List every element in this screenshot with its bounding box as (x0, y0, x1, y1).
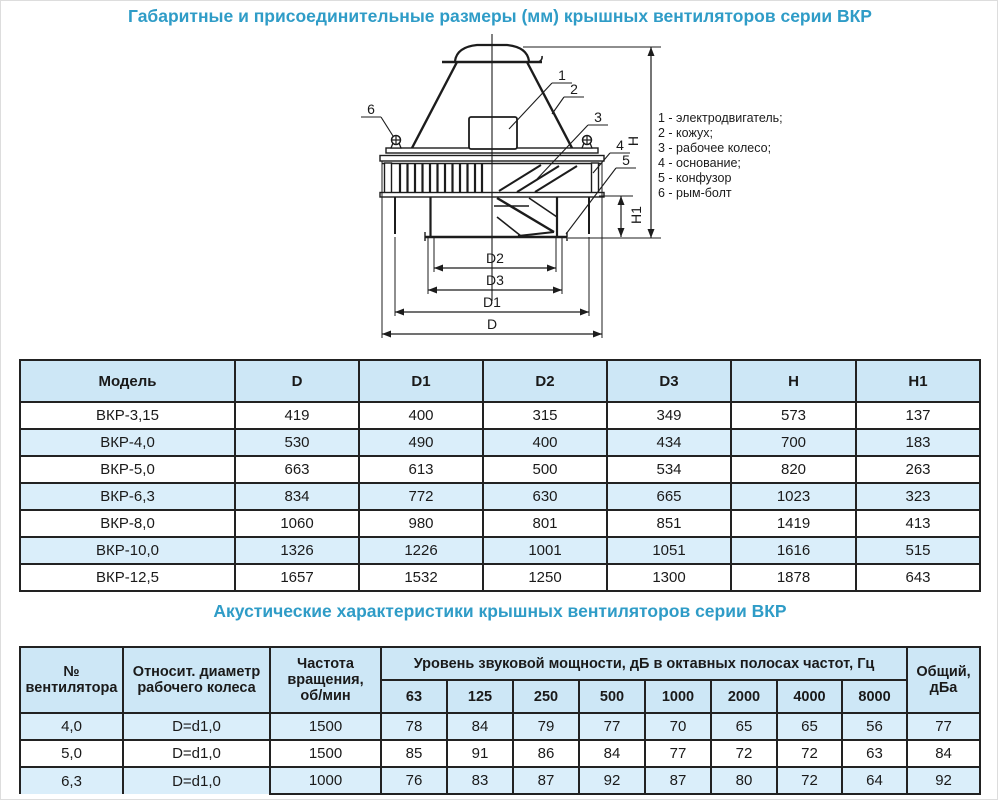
callout-1: 1 (558, 67, 566, 83)
table-cell: 630 (483, 483, 607, 510)
frequency-header: 125 (447, 680, 513, 713)
table-cell: 1023 (731, 483, 856, 510)
column-header: D (235, 360, 359, 402)
table-cell: 665 (607, 483, 731, 510)
legend-item: 5 - конфузор (658, 171, 732, 185)
frequency-header: 1000 (645, 680, 711, 713)
table-cell: 1616 (731, 537, 856, 564)
legend-item: 1 - электродвигатель; (658, 111, 783, 125)
dim-label-d2: D2 (486, 250, 504, 266)
table-cell: 70 (645, 713, 711, 740)
table-cell: 419 (235, 402, 359, 429)
fan-number-header: № вентилятора (20, 647, 123, 713)
dim-label-h: H (625, 135, 641, 147)
dimensions-table (19, 359, 981, 592)
table-cell: 4,0 (20, 713, 123, 740)
table-cell: 434 (607, 429, 731, 456)
rel-diameter-header: Относит. диаметр рабочего колеса (123, 647, 270, 713)
rotation-speed-header: Частота вращения, об/мин (270, 647, 381, 713)
table-cell: 137 (856, 402, 980, 429)
impeller (494, 165, 577, 236)
table-cell: 490 (359, 429, 483, 456)
table-cell: 1226 (359, 537, 483, 564)
table-cell: 700 (731, 429, 856, 456)
table-cell: 86 (513, 740, 579, 767)
callout-5: 5 (622, 152, 630, 168)
table-cell: 91 (447, 740, 513, 767)
table-cell: 263 (856, 456, 980, 483)
table-cell: 72 (711, 740, 777, 767)
table-cell: 5,0 (20, 740, 123, 767)
table-cell: ВКР-6,3 (20, 483, 235, 510)
table-cell: 820 (731, 456, 856, 483)
frequency-header: 63 (381, 680, 447, 713)
table-cell: 64 (842, 767, 907, 794)
sound-power-header: Уровень звуковой мощности, дБ в октавных полосах частот, Гц (381, 647, 907, 680)
table-row (20, 740, 980, 767)
table-cell: 500 (483, 456, 607, 483)
table-cell: 83 (447, 767, 513, 794)
table-cell: 530 (235, 429, 359, 456)
table-cell: 1657 (235, 564, 359, 591)
table-cell: 834 (235, 483, 359, 510)
dim-label-h1: H1 (628, 206, 644, 224)
legend-item: 4 - основание; (658, 156, 741, 170)
parts-legend (658, 111, 783, 201)
table-cell: 1532 (359, 564, 483, 591)
table-cell: 79 (513, 713, 579, 740)
acoustic-header-row-1 (20, 647, 980, 680)
table-cell: 1878 (731, 564, 856, 591)
callout-3: 3 (594, 109, 602, 125)
table-cell: 315 (483, 402, 607, 429)
callout-6: 6 (367, 101, 375, 117)
table-cell: 573 (731, 402, 856, 429)
callout-2: 2 (570, 81, 578, 97)
table-cell: 84 (447, 713, 513, 740)
table-cell: 1001 (483, 537, 607, 564)
table-cell: ВКР-12,5 (20, 564, 235, 591)
dim-d (382, 316, 602, 338)
table-cell: 1060 (235, 510, 359, 537)
frequency-header: 250 (513, 680, 579, 713)
table-cell: 76 (381, 767, 447, 794)
column-header: H1 (856, 360, 980, 402)
table-cell: 56 (842, 713, 907, 740)
inlet-grill (400, 164, 482, 192)
table-cell: 84 (907, 740, 980, 767)
column-header: Модель (20, 360, 235, 402)
table-cell: 65 (777, 713, 842, 740)
table-cell: 980 (359, 510, 483, 537)
table-cell: 400 (359, 402, 483, 429)
table-cell: 92 (907, 767, 980, 794)
dim-d1 (395, 294, 589, 316)
table-cell: 772 (359, 483, 483, 510)
dim-label-d3: D3 (486, 272, 504, 288)
table-cell: 1419 (731, 510, 856, 537)
table-cell: 78 (381, 713, 447, 740)
table-row (20, 564, 980, 591)
table-cell: ВКР-4,0 (20, 429, 235, 456)
table-cell: 349 (607, 402, 731, 429)
table-cell: 1326 (235, 537, 359, 564)
table-row (20, 429, 980, 456)
table-row (20, 537, 980, 564)
dim-h1 (618, 196, 645, 237)
table-cell: D=d1,0 (123, 713, 270, 740)
table-row (20, 713, 980, 740)
dimensions-title: Габаритные и присоединительные размеры (мм) крышных вентиляторов серии ВКР (128, 6, 872, 26)
column-header: H (731, 360, 856, 402)
legend-item: 6 - рым-болт (658, 186, 732, 200)
table-cell: 80 (711, 767, 777, 794)
table-cell: ВКР-5,0 (20, 456, 235, 483)
table-cell: 413 (856, 510, 980, 537)
table-cell: 65 (711, 713, 777, 740)
table-cell: 183 (856, 429, 980, 456)
table-cell: 801 (483, 510, 607, 537)
legend-item: 2 - кожух; (658, 126, 713, 140)
table-cell: 1300 (607, 564, 731, 591)
table-cell: D=d1,0 (123, 767, 270, 794)
table-cell: ВКР-3,15 (20, 402, 235, 429)
frequency-header: 8000 (842, 680, 907, 713)
table-cell: 92 (579, 767, 645, 794)
table-cell: 6,3 (20, 767, 123, 794)
table-cell: 77 (907, 713, 980, 740)
table-row (20, 483, 980, 510)
table-cell: ВКР-10,0 (20, 537, 235, 564)
dimensions-header-row (20, 360, 980, 402)
table-cell: 1250 (483, 564, 607, 591)
table-cell: 87 (513, 767, 579, 794)
legend-item: 3 - рабочее колесо; (658, 141, 772, 155)
table-cell: 63 (842, 740, 907, 767)
callout-4: 4 (616, 137, 624, 153)
table-cell: D=d1,0 (123, 740, 270, 767)
column-header: D1 (359, 360, 483, 402)
table-row (20, 510, 980, 537)
table-cell: 1000 (270, 767, 381, 794)
table-cell: 643 (856, 564, 980, 591)
frequency-header: 4000 (777, 680, 842, 713)
table-cell: 515 (856, 537, 980, 564)
acoustic-table (19, 646, 981, 795)
table-cell: 534 (607, 456, 731, 483)
table-cell: 1500 (270, 740, 381, 767)
column-header: D3 (607, 360, 731, 402)
table-cell: 323 (856, 483, 980, 510)
table-cell: 72 (777, 740, 842, 767)
table-row (20, 402, 980, 429)
eye-bolt-right (582, 136, 592, 149)
frequency-header: 500 (579, 680, 645, 713)
eye-bolt-left (391, 136, 401, 149)
table-cell: ВКР-8,0 (20, 510, 235, 537)
motor-block (469, 117, 517, 149)
table-cell: 84 (579, 740, 645, 767)
dim-label-d: D (486, 316, 498, 332)
table-cell: 77 (645, 740, 711, 767)
dim-d3 (428, 272, 562, 294)
frequency-header: 2000 (711, 680, 777, 713)
table-row (20, 767, 980, 794)
dim-d2 (434, 250, 556, 272)
fan-diagram (331, 26, 671, 371)
column-header: D2 (483, 360, 607, 402)
table-cell: 851 (607, 510, 731, 537)
table-cell: 77 (579, 713, 645, 740)
acoustics-title: Акустические характеристики крышных вентиляторов серии ВКР (213, 601, 787, 621)
table-cell: 613 (359, 456, 483, 483)
table-cell: 85 (381, 740, 447, 767)
table-cell: 87 (645, 767, 711, 794)
table-cell: 1051 (607, 537, 731, 564)
table-cell: 400 (483, 429, 607, 456)
dim-label-d1: D1 (483, 294, 501, 310)
table-cell: 663 (235, 456, 359, 483)
total-level-header: Общий, дБа (907, 647, 980, 713)
table-row (20, 456, 980, 483)
table-cell: 1500 (270, 713, 381, 740)
table-cell: 72 (777, 767, 842, 794)
